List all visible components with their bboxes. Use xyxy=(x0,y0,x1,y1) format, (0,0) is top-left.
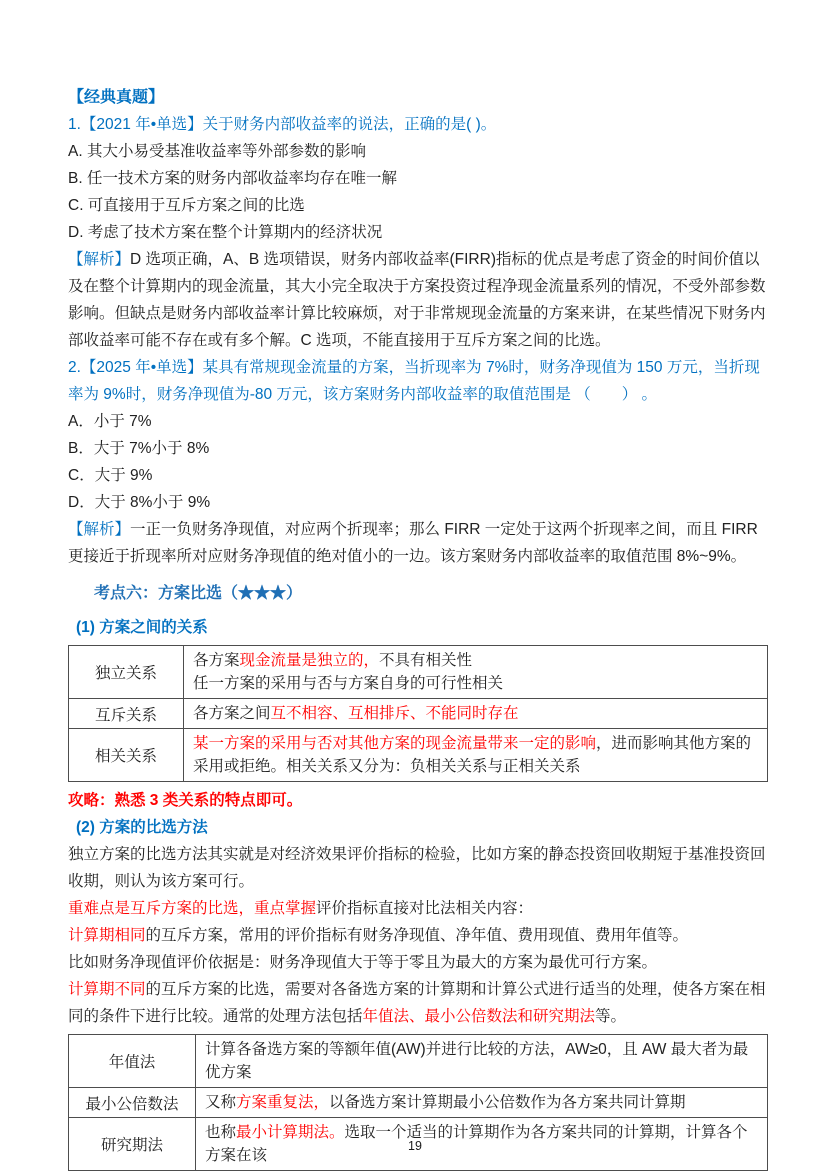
question-1-option-c: C. 可直接用于互斥方案之间的比选 xyxy=(68,197,305,214)
topic-6-heading: 考点六：方案比选（★★★） xyxy=(94,585,303,602)
text-segment: 选取一个适当的计算期作为各方案共同的计算期，计算各个方案在该 xyxy=(205,1124,748,1164)
question-1-option-a: A. 其大小易受基准收益率等外部参数的影响 xyxy=(68,143,366,160)
text-segment: 某一方案的采用与否对其他方案的现金流量带来一定的影响 xyxy=(193,735,597,752)
question-1-option-d: D. 考虑了技术方案在整个计算期内的经济状况 xyxy=(68,224,383,241)
method-table-row xyxy=(69,1035,768,1088)
text-segment: 各方案 xyxy=(193,652,240,669)
text-segment: 也称 xyxy=(205,1124,237,1141)
question-2-option-c: C．大于 9% xyxy=(68,467,153,484)
question-2-option-a: A．小于 7% xyxy=(68,413,152,430)
question-1-analysis xyxy=(68,246,768,354)
method-row-content xyxy=(196,1088,768,1118)
body-paragraph-diff-period xyxy=(68,976,768,1030)
subsection-1-heading: (1) 方案之间的关系 xyxy=(76,619,208,636)
question-2-analysis xyxy=(68,516,768,570)
relation-row-label: 相关关系 xyxy=(69,729,184,782)
text-segment: 评价指标直接对比法相关内容： xyxy=(316,900,534,917)
method-table-row xyxy=(69,1088,768,1118)
question-1-stem: 1.【2021 年•单选】关于财务内部收益率的说法，正确的是( )。 xyxy=(68,116,497,133)
relation-row-content xyxy=(184,699,768,729)
text-segment: 方案重复法， xyxy=(236,1094,330,1111)
classic-questions-header: 【经典真题】 xyxy=(68,89,165,106)
relation-table-row xyxy=(69,729,768,782)
body-paragraph-npv-basis xyxy=(68,949,768,976)
text-segment: 现金流量是独立的， xyxy=(239,652,380,669)
text-segment: 互不相容、互相排斥、不能同时存在 xyxy=(270,705,519,722)
method-row-line xyxy=(205,1091,758,1114)
method-row-content xyxy=(196,1035,768,1088)
text-segment: 年值法、最小公倍数法和研究期法 xyxy=(362,1008,596,1025)
body-paragraph-key-point xyxy=(68,895,768,922)
text-segment: 计算期不同 xyxy=(68,981,146,998)
text-segment: 【解析】 xyxy=(68,251,131,268)
relation-row-label: 独立关系 xyxy=(69,646,184,699)
text-segment: 各方案之间 xyxy=(193,705,271,722)
text-segment: ，进而影响其他方案的采用或拒绝。相关关系又分为：负相关关系与正相关关系 xyxy=(193,735,752,775)
question-1-option-b: B. 任一技术方案的财务内部收益率均存在唯一解 xyxy=(68,170,397,187)
question-2-option-b: B．大于 7%小于 8% xyxy=(68,440,210,457)
relation-row-line xyxy=(193,672,758,695)
page-number: 19 xyxy=(408,1139,422,1153)
relation-row-content xyxy=(184,729,768,782)
text-segment: 又称 xyxy=(205,1094,237,1111)
method-row-label: 最小公倍数法 xyxy=(69,1088,196,1118)
body-paragraph-same-period xyxy=(68,922,768,949)
method-row-line xyxy=(205,1038,758,1084)
relation-row-content xyxy=(184,646,768,699)
text-segment: 一正一负财务净现值，对应两个折现率；那么 FIRR 一定处于这两个折现率之间，而且 FIRR 更接近于折现率所对应财务净现值的绝对值小的一边。该方案财务内部收益率的取值范围 8%~9%。 xyxy=(68,521,758,565)
relation-row-line xyxy=(193,702,758,725)
relation-row-line xyxy=(193,649,758,672)
relation-row-label: 互斥关系 xyxy=(69,699,184,729)
body-paragraph-independent xyxy=(68,841,768,895)
text-segment: 独立方案的比选方法其实就是对经济效果评价指标的检验，比如方案的静态投资回收期短于基准投资回收期，则认为该方案可行。 xyxy=(68,846,766,890)
subsection-2-heading: (2) 方案的比选方法 xyxy=(76,819,208,836)
text-segment: 以备选方案计算期最小公倍数作为各方案共同计算期 xyxy=(329,1094,686,1111)
text-segment: 计算各备选方案的等额年值(AW)并进行比较的方法，AW≥0，且 AW 最大者为最优方案 xyxy=(205,1041,749,1081)
text-segment: 的互斥方案，常用的评价指标有财务净现值、净年值、费用现值、费用年值等。 xyxy=(145,927,689,944)
method-row-label: 年值法 xyxy=(69,1035,196,1088)
relation-table xyxy=(68,645,768,782)
relation-table-row xyxy=(69,646,768,699)
text-segment: 任一方案的采用与否与方案自身的可行性相关 xyxy=(193,675,504,692)
method-row-label: 研究期法 xyxy=(69,1118,196,1171)
strategy-tip: 攻略：熟悉 3 类关系的特点即可。 xyxy=(68,792,303,809)
text-segment: 【解析】 xyxy=(68,521,131,538)
text-segment: D 选项正确，A、B 选项错误，财务内部收益率(FIRR)指标的优点是考虑了资金的时间价值以及在整个计算期内的现金流量，其大小完全取决于方案投资过程净现金流量系列的情况，不受外部参数影响。但缺点是财务内部收益率计算比较麻烦，对于非常规现金流量的方案来讲，在某些情况下财务内部收益率可能不存在或有多个解。C 选项，不能直接用于互斥方案之间的比选。 xyxy=(68,251,766,349)
text-segment: 计算期相同 xyxy=(68,927,146,944)
text-segment: 重难点是互斥方案的比选，重点掌握 xyxy=(68,900,317,917)
text-segment: 最小计算期法。 xyxy=(236,1124,345,1141)
text-segment: 等。 xyxy=(595,1008,627,1025)
question-2-option-d: D．大于 8%小于 9% xyxy=(68,494,211,511)
text-segment: 不具有相关性 xyxy=(379,652,473,669)
text-segment: 的互斥方案的比选，需要对各备选方案的计算期和计算公式进行适当的处理，使各方案在相同的条件下进行比较。通常的处理方法包括 xyxy=(68,981,766,1025)
relation-table-row xyxy=(69,699,768,729)
relation-row-line xyxy=(193,732,758,778)
question-2-stem: 2.【2025 年•单选】某具有常规现金流量的方案，当折现率为 7%时，财务净现值为 150 万元，当折现率为 9%时，财务净现值为-80 万元，该方案财务内部收益率的取值范围是 （ ） 。 xyxy=(68,359,760,403)
text-segment: 比如财务净现值评价依据是：财务净现值大于等于零且为最大的方案为最优可行方案。 xyxy=(68,954,658,971)
